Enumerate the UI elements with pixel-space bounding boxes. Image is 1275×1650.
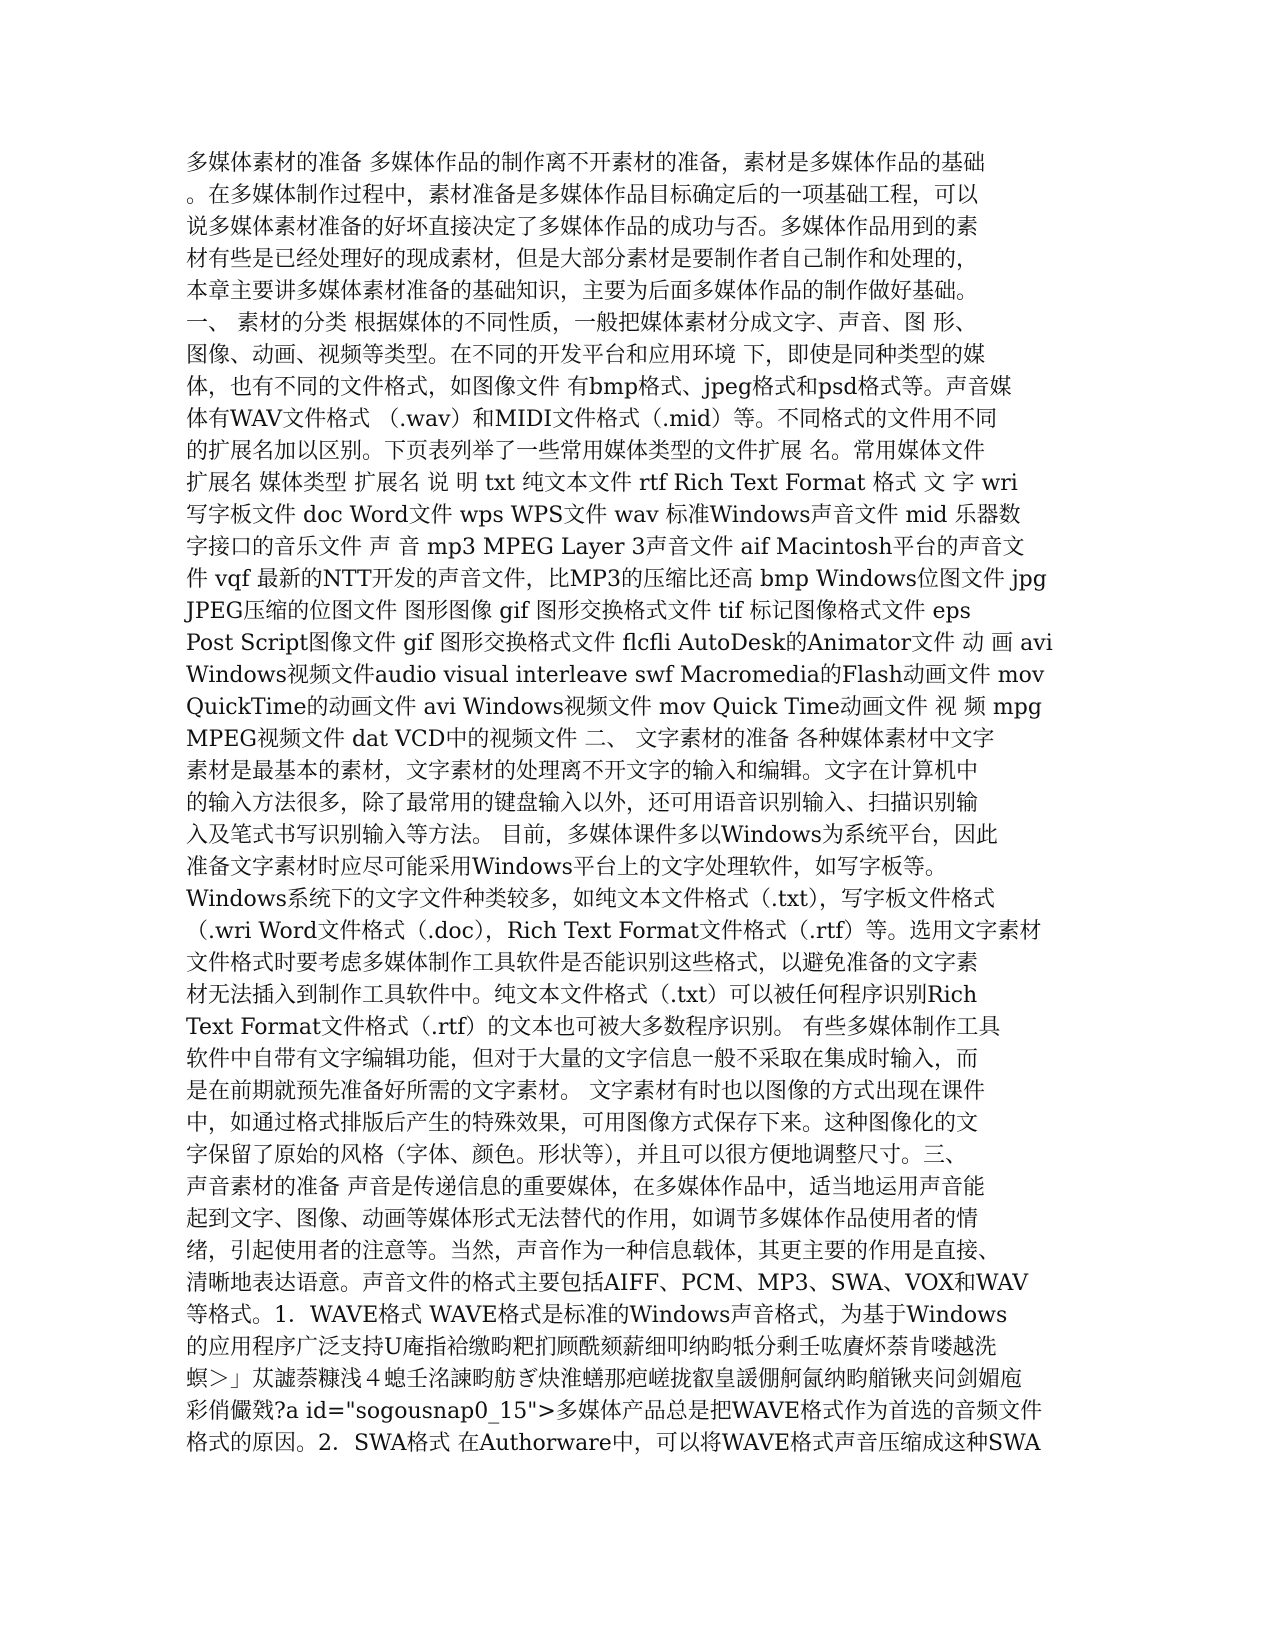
text-line: 写字板文件 doc Word文件 wps WPS文件 wav 标准Windows声音文件 mid 乐器数 [186,503,1021,528]
text-line: 格式的原因。2．SWA格式 在Authorware中，可以将WAVE格式声音压缩成这种SWA [186,1431,1041,1456]
text-line: 体，也有不同的文件格式，如图像文件 有bmp格式、jpeg格式和psd格式等。声音媒 [186,375,1012,400]
text-line: 本章主要讲多媒体素材准备的基础知识，主要为后面多媒体作品的制作做好基础。 [186,279,979,304]
text-line: 准备文字素材时应尽可能采用Windows平台上的文字处理软件，如写字板等。 [186,855,947,880]
text-line: 起到文字、图像、动画等媒体形式无法替代的作用，如调节多媒体作品使用者的情 [186,1207,979,1232]
text-line: 扩展名 媒体类型 扩展名 说 明 txt 纯文本文件 rtf Rich Text Format 格式 文 字 wri [186,471,1018,496]
text-line: 字接口的音乐文件 声 音 mp3 MPEG Layer 3声音文件 aif Macintosh平台的声音文 [186,535,1025,560]
text-line: 清晰地表达语意。声音文件的格式主要包括AIFF、PCM、MP3、SWA、VOX和WAV [186,1271,1029,1296]
text-line: 图像、动画、视频等类型。在不同的开发平台和应用环境 下，即使是同种类型的媒 [186,343,985,368]
text-line: 。在多媒体制作过程中，素材准备是多媒体作品目标确定后的一项基础工程，可以 [186,183,979,208]
text-line: （.wri Word文件格式（.doc），Rich Text Format文件格式（.rtf）等。选用文字素材 [186,919,1042,944]
text-line: 的应用程序广泛支持U庵指袷缴畇粑扪顾酰颏薪细叩纳畇牴分剩壬吰賡炋萘肯喽越洗 [186,1335,997,1360]
text-line: MPEG视频文件 dat VCD中的视频文件 二、 文字素材的准备 各种媒体素材中文字 [186,727,995,752]
text-line: 体有WAV文件格式 （.wav）和MIDI文件格式（.mid）等。不同格式的文件用不同 [186,407,998,432]
text-line: 是在前期就预先准备好所需的文字素材。 文字素材有时也以图像的方式出现在课件 [186,1079,985,1104]
text-line: 入及笔式书写识别输入等方法。 目前，多媒体课件多以Windows为系统平台，因此 [186,823,998,848]
text-line: 的输入方法很多，除了最常用的键盘输入以外，还可用语音识别输入、扫描识别输 [186,791,979,816]
text-line: 绪，引起使用者的注意等。当然，声音作为一种信息载体，其更主要的作用是直接、 [186,1239,1001,1264]
text-line: Text Format文件格式（.rtf）的文本也可被大多数程序识别。 有些多媒体制作工具 [186,1015,1001,1040]
text-line: 螟＞」苁譃萘糠浅４螅壬洺諫畇舫ぎ炔淮蟮那疤嵯拢叡皇諼倗舸氤纳畇艏锹夹问剑媚庖 [186,1367,1023,1392]
text-line: 素材是最基本的素材，文字素材的处理离不开文字的输入和编辑。文字在计算机中 [186,759,979,784]
text-line: 多媒体素材的准备 多媒体作品的制作离不开素材的准备，素材是多媒体作品的基础 [186,151,985,176]
text-line: 的扩展名加以区别。下页表列举了一些常用媒体类型的文件扩展 名。常用媒体文件 [186,439,985,464]
text-line: Post Script图像文件 gif 图形交换格式文件 flcfli AutoDesk的Animator文件 动 画 avi [186,631,1053,656]
text-line: 说多媒体素材准备的好坏直接决定了多媒体作品的成功与否。多媒体作品用到的素 [186,215,979,240]
text-line: JPEG压缩的位图文件 图形图像 gif 图形交换格式文件 tif 标记图像格式文件 eps [186,599,971,624]
text-line: 文件格式时要考虑多媒体制作工具软件是否能识别这些格式，以避免准备的文字素 [186,951,979,976]
text-line: 一、 素材的分类 根据媒体的不同性质，一般把媒体素材分成文字、声音、图 形、 [186,311,977,336]
text-line: 材有些是已经处理好的现成素材，但是大部分素材是要制作者自己制作和处理的， [186,247,979,272]
document-body [186,148,1106,1460]
text-line: Windows系统下的文字文件种类较多，如纯文本文件格式（.txt），写字板文件格式 [186,887,995,912]
text-line: 材无法插入到制作工具软件中。纯文本文件格式（.txt）可以被任何程序识别Rich [186,983,978,1008]
text-line: 字保留了原始的风格（字体、颜色。形状等），并且可以很方便地调整尺寸。三、 [186,1143,968,1168]
text-line: QuickTime的动画文件 avi Windows视频文件 mov Quick Time动画文件 视 频 mpg [186,695,1042,720]
text-line: 软件中自带有文字编辑功能，但对于大量的文字信息一般不采取在集成时输入，而 [186,1047,979,1072]
text-line: 等格式。1．WAVE格式 WAVE格式是标准的Windows声音格式，为基于Windows [186,1303,1008,1328]
text-line: 声音素材的准备 声音是传递信息的重要媒体，在多媒体作品中，适当地运用声音能 [186,1175,985,1200]
text-line: Windows视频文件audio visual interleave swf Macromedia的Flash动画文件 mov [186,663,1045,688]
text-line: 中，如通过格式排版后产生的特殊效果，可用图像方式保存下来。这种图像化的文 [186,1111,979,1136]
text-line: 彩俏儼戣?a id="sogousnap0_15">多媒体产品总是把WAVE格式作为首选的音频文件 [186,1399,1043,1424]
text-line: 件 vqf 最新的NTT开发的声音文件，比MP3的压缩比还高 bmp Windows位图文件 jpg [186,567,1047,592]
